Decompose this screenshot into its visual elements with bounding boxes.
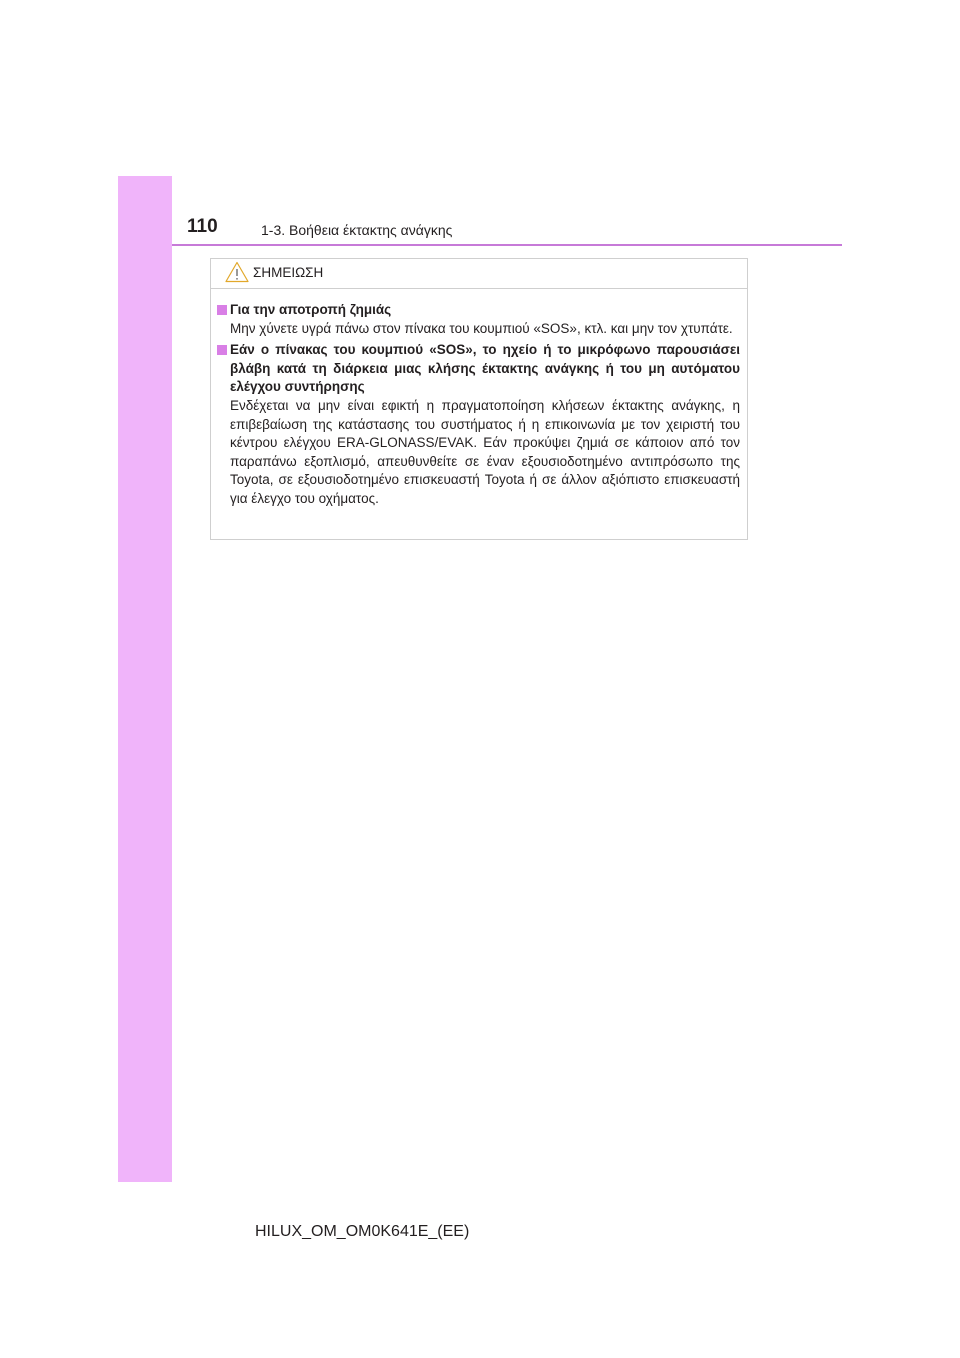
warning-triangle-icon xyxy=(225,261,249,283)
item-heading-text: Για την αποτροπή ζημιάς xyxy=(230,302,392,317)
section-title: 1-3. Βοήθεια έκτακτης ανάγκης xyxy=(261,222,453,238)
bullet-square-icon xyxy=(217,345,227,355)
note-label: ΣΗΜΕΙΩΣΗ xyxy=(253,265,324,280)
note-box xyxy=(210,258,748,540)
bullet-square-icon xyxy=(217,305,227,315)
footer-document-code: HILUX_OM_OM0K641E_(EE) xyxy=(255,1223,470,1240)
item-heading-malfunction xyxy=(215,341,740,397)
header-divider xyxy=(172,244,842,246)
note-header xyxy=(211,259,747,289)
note-body xyxy=(211,289,747,509)
section-side-tab xyxy=(118,176,172,1182)
item-text-damage-prevention: Μην χύνετε υγρά πάνω στον πίνακα του κουμπιού «SOS», κτλ. και μην τον χτυπάτε. xyxy=(230,320,733,336)
item-heading-damage-prevention xyxy=(215,301,740,320)
page-number: 110 xyxy=(187,216,218,237)
item-text-malfunction: Ενδέχεται να μην είναι εφικτή η πραγματοποίηση κλήσεων έκτακτης ανάγκης, η επιβεβαίωση της κατάστασης του συστήματος ή η επικοινωνία με τον χειριστή του κέντρου ελέγχου ERA-GLONASS/EVAK. Εάν προκύψει ζημιά σε κάποιον από τον παραπάνω εξοπλισμό, απευθυνθείτε σε έναν εξουσιοδοτημένο αντιπρόσωπο της Toyota, σε εξουσιοδοτημένο επισκευαστή Toyota ή σε άλλον αξιόπιστο επισκευαστή για έλεγχο του οχήματος. xyxy=(230,397,740,506)
item-heading-text: Εάν ο πίνακας του κουμπιού «SOS», το ηχείο ή το μικρόφωνο παρουσιάσει βλάβη κατά τη διάρκεια μιας κλήσης έκτακτης ανάγκης ή του μη αυτόματου ελέγχου συντήρησης xyxy=(230,342,740,395)
